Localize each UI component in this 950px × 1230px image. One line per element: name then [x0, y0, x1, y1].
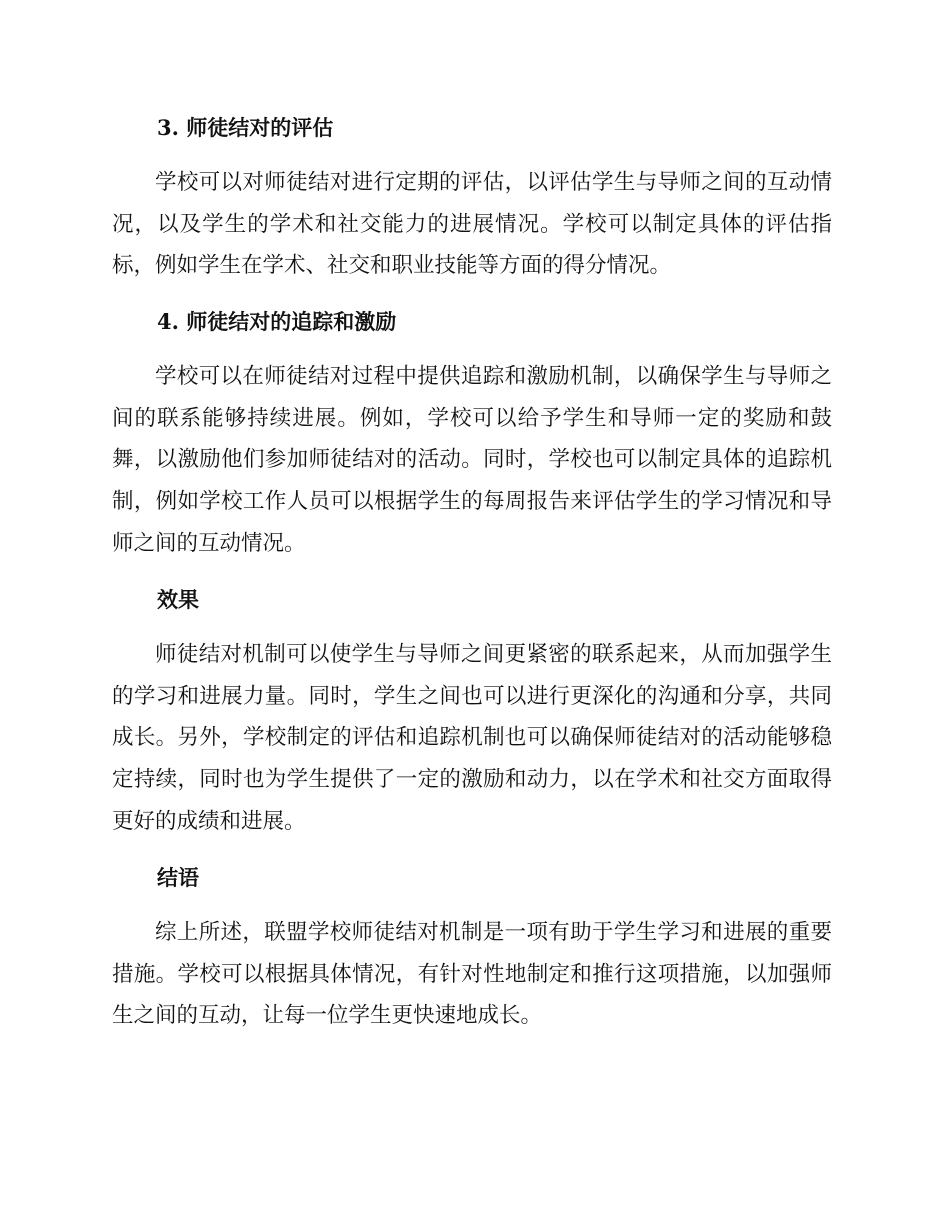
section-paragraph-conclusion: 综上所述，联盟学校师徒结对机制是一项有助于学生学习和进展的重要措施。学校可以根据具体情况，有针对性地制定和推行这项措施，以加强师生之间的互动，让每一位学生更快速地成长。: [112, 920, 832, 1029]
section-paragraph-effects: 师徒结对机制可以使学生与导师之间更紧密的联系起来，从而加强学生的学习和进展力量。同时，学生之间也可以进行更深化的沟通和分享，共同成长。另外，学校制定的评估和追踪机制也可以确保师徒结对的活动能够稳定持续，同时也为学生提供了一定的激励和动力，以在学术和社交方面取得更好的成绩和进展。: [112, 642, 832, 834]
section-heading-evaluation: 3. 师徒结对的评估: [157, 115, 334, 140]
section-paragraph-evaluation: 学校可以对师徒结对进行定期的评估，以评估学生与导师之间的互动情况，以及学生的学术和社交能力的进展情况。学校可以制定具体的评估指标，例如学生在学术、社交和职业技能等方面的得分情况。: [112, 170, 832, 279]
section-paragraph-tracking-incentives: 学校可以在师徒结对过程中提供追踪和激励机制，以确保学生与导师之间的联系能够持续进展。例如，学校可以给予学生和导师一定的奖励和鼓舞，以激励他们参加师徒结对的活动。同时，学校也可以制定具体的追踪机制，例如学校工作人员可以根据学生的每周报告来评估学生的学习情况和导师之间的互动情况。: [112, 364, 832, 556]
section-heading-conclusion: 结语: [157, 865, 199, 890]
section-heading-tracking-incentives: 4. 师徒结对的追踪和激励: [157, 309, 397, 334]
section-heading-effects: 效果: [157, 587, 199, 612]
